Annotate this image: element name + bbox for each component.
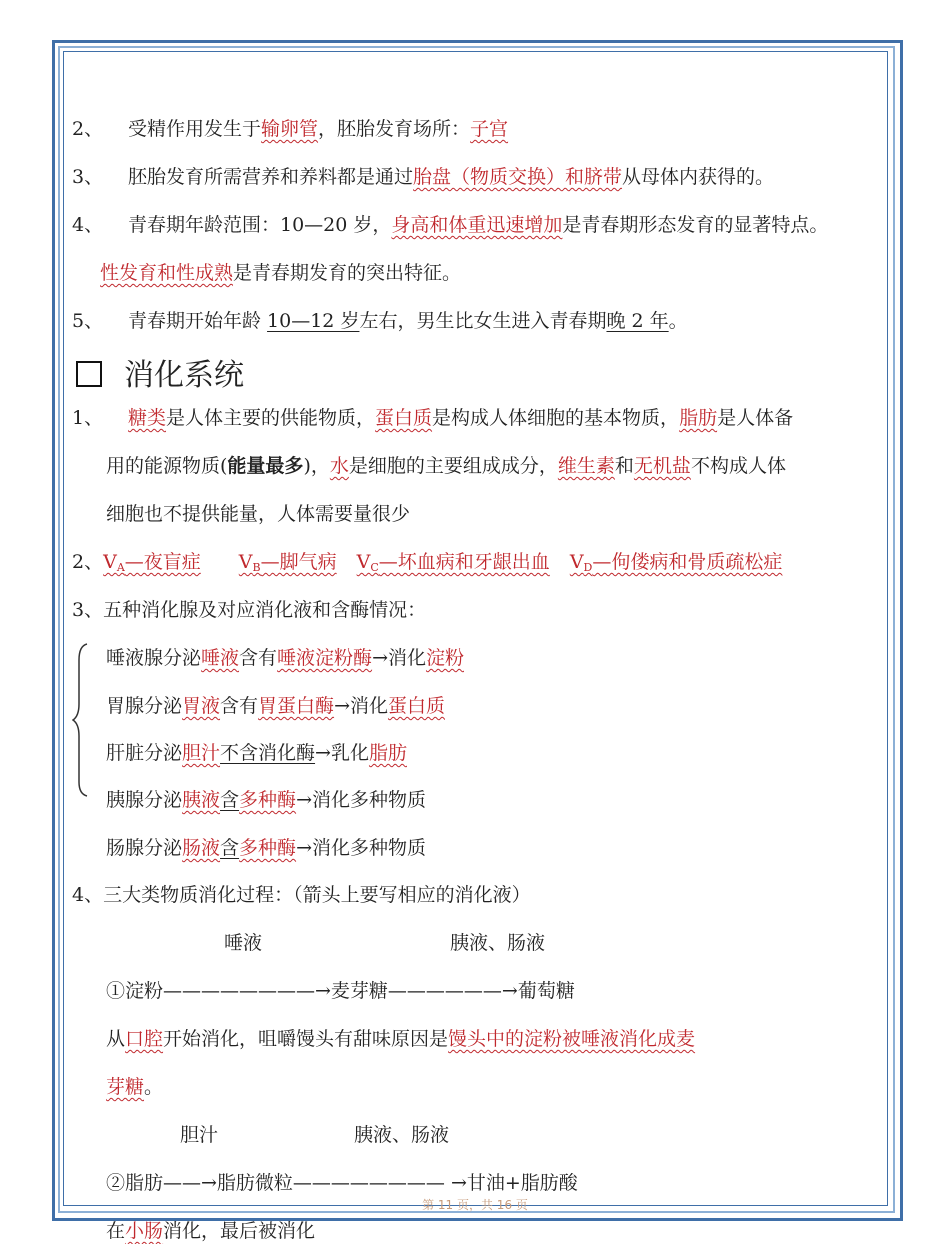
section-title: 消化系统: [124, 358, 244, 393]
highlight-text: 性发育和性成熟: [100, 262, 234, 284]
text: 开始消化，咀嚼馒头有甜味原因是: [163, 1028, 449, 1050]
text: 含有: [239, 647, 278, 669]
vitamin-disease: —夜盲症: [124, 551, 201, 573]
process-title: 4、三大类物质消化过程：（箭头上要写相应的消化液）: [72, 884, 531, 906]
text: 含有: [220, 695, 259, 717]
text: 从: [106, 1028, 126, 1050]
bold-text: 能量最多: [227, 455, 304, 477]
vitamin-disease: —坏血病和牙龈出血: [378, 551, 550, 573]
underlined-text: 10—12 岁: [267, 310, 360, 332]
highlight-text: 小肠: [125, 1220, 164, 1242]
text: →消化多种物质: [296, 789, 426, 811]
item-number: 2、: [72, 551, 104, 573]
item-4-continued: [100, 260, 461, 286]
item-number: 1、: [72, 407, 104, 429]
item-5: [72, 308, 688, 334]
text: →消化: [372, 647, 426, 669]
underlined-text: 晚 2 年: [606, 310, 669, 332]
highlight-text: 芽糖: [106, 1076, 145, 1098]
highlight-text: 输卵管: [261, 118, 319, 140]
vitamin-disease: —佝偻病和骨质疏松症: [592, 551, 783, 573]
text: 是构成人体细胞的基本物质，: [432, 407, 680, 429]
highlight-text: 水: [329, 455, 349, 477]
vitamin-subscript: D: [583, 561, 593, 574]
gland-salivary: [106, 645, 464, 671]
highlight-text: 胰液: [182, 789, 221, 811]
highlight-text: 子宫: [470, 118, 509, 140]
arrow-label-saliva: 唾液: [224, 932, 263, 954]
vitamin-b: [239, 551, 337, 573]
digestion-item-1: [72, 405, 793, 431]
highlight-text: 肠液: [182, 837, 221, 859]
vitamin-d: [570, 551, 783, 573]
text: 肠腺分泌: [106, 837, 183, 859]
highlight-text: 蛋白质: [387, 695, 445, 717]
vitamin-subscript: A: [116, 561, 125, 574]
text: →消化多种物质: [296, 837, 426, 859]
highlight-text: 唾液淀粉酶: [277, 647, 373, 669]
text: →乳化: [315, 742, 369, 764]
text: 唾液腺分泌: [106, 647, 202, 669]
highlight-text: 脂肪: [679, 407, 718, 429]
text: 胃腺分泌: [106, 695, 183, 717]
text: 胚胎发育所需营养和养料都是通过: [128, 166, 414, 188]
text: 是细胞的主要组成成分，: [348, 455, 558, 477]
highlight-text: 胆汁: [182, 742, 221, 764]
fat-digestion-flow: ②脂肪——→脂肪微粒———————— →甘油+脂肪酸: [106, 1172, 578, 1194]
vitamin-c: [357, 551, 550, 573]
highlight-text: 维生素: [557, 455, 615, 477]
fat-note: [106, 1218, 315, 1244]
arrow-label-bile: 胆汁: [180, 1124, 219, 1146]
vitamin-letter: V: [356, 551, 371, 573]
item-4: [72, 212, 828, 238]
glands-title: 3、五种消化腺及对应消化液和含酶情况：: [72, 599, 427, 621]
vitamin-a: [103, 551, 201, 573]
starch-note: [106, 1026, 695, 1052]
starch-digestion-flow: ①淀粉————————→麦芽糖——————→葡萄糖: [106, 980, 575, 1002]
text: 和: [614, 455, 634, 477]
brace-icon: [72, 642, 92, 798]
text: 胰腺分泌: [106, 789, 183, 811]
highlight-text: 身高和体重迅速增加: [391, 214, 563, 236]
item-number: 4、: [72, 214, 104, 236]
page-footer: 第 11 页，共 16 页: [422, 1198, 528, 1212]
gland-gastric: [106, 693, 445, 719]
text: )，: [303, 455, 330, 477]
text: 受精作用发生于: [128, 118, 262, 140]
highlight-text: 胃蛋白酶: [258, 695, 335, 717]
text: 左右，男生比女生进入青春期: [359, 310, 607, 332]
highlight-text: 唾液: [201, 647, 240, 669]
item-3: [72, 164, 774, 190]
starch-note-continued: [106, 1074, 163, 1100]
checkbox-icon: [76, 361, 102, 387]
vitamin-letter: V: [103, 551, 117, 573]
vitamin-list: [72, 549, 782, 581]
text: 从母体内获得的。: [622, 166, 775, 188]
item-2: [72, 116, 508, 142]
text: 不构成人体: [690, 455, 786, 477]
highlight-text: 胃液: [182, 695, 221, 717]
vitamin-subscript: B: [252, 561, 261, 574]
gland-liver: [106, 740, 407, 766]
text: →消化: [334, 695, 388, 717]
underlined-text: 含: [220, 837, 240, 859]
gland-pancreas: [106, 787, 426, 813]
text: 用的能源物质(: [106, 455, 228, 477]
text: 青春期年龄范围：10—20 岁，: [128, 214, 392, 236]
section-heading: [76, 350, 244, 394]
underlined-text: 不含消化酶: [220, 742, 316, 764]
highlight-text: 口腔: [125, 1028, 164, 1050]
digestion-item-1-line2: [106, 453, 786, 479]
highlight-text: 多种酶: [239, 789, 297, 811]
highlight-text: 馒头中的淀粉被唾液消化成麦: [448, 1028, 696, 1050]
gland-intestinal: [106, 835, 426, 861]
text: 是青春期发育的突出特征。: [233, 262, 462, 284]
highlight-text: 胎盘（物质交换）和脐带: [413, 166, 623, 188]
vitamin-letter: V: [238, 551, 253, 573]
text: ，胚胎发育场所：: [318, 118, 471, 140]
text: 消化，最后被消化: [163, 1220, 316, 1242]
item-number: 3、: [72, 166, 104, 188]
text: 细胞也不提供能量，人体需要量很少: [106, 503, 411, 525]
highlight-text: 多种酶: [239, 837, 297, 859]
highlight-text: 淀粉: [425, 647, 464, 669]
text: 青春期开始年龄: [128, 310, 268, 332]
item-number: 2、: [72, 118, 104, 140]
digestion-item-1-line3: [106, 501, 410, 527]
text: 是青春期形态发育的显著特点。: [562, 214, 829, 236]
vitamin-subscript: C: [370, 561, 379, 574]
highlight-text: 无机盐: [633, 455, 691, 477]
highlight-text: 蛋白质: [375, 407, 433, 429]
highlight-text: 脂肪: [368, 742, 407, 764]
underlined-text: 含: [220, 789, 240, 811]
text: 肝脏分泌: [106, 742, 183, 764]
vitamin-disease: —脚气病: [260, 551, 337, 573]
vitamin-letter: V: [569, 551, 584, 573]
arrow-label-pancreatic-intestinal: 胰液、肠液: [450, 932, 546, 954]
highlight-text: 糖类: [128, 407, 167, 429]
text: 是人体主要的供能物质，: [166, 407, 376, 429]
arrow-label-pancreatic-intestinal-2: 胰液、肠液: [354, 1124, 450, 1146]
text: 。: [144, 1076, 164, 1098]
item-number: 5、: [72, 310, 104, 332]
text: 在: [106, 1220, 126, 1242]
text: 。: [668, 310, 688, 332]
text: 是人体备: [717, 407, 794, 429]
